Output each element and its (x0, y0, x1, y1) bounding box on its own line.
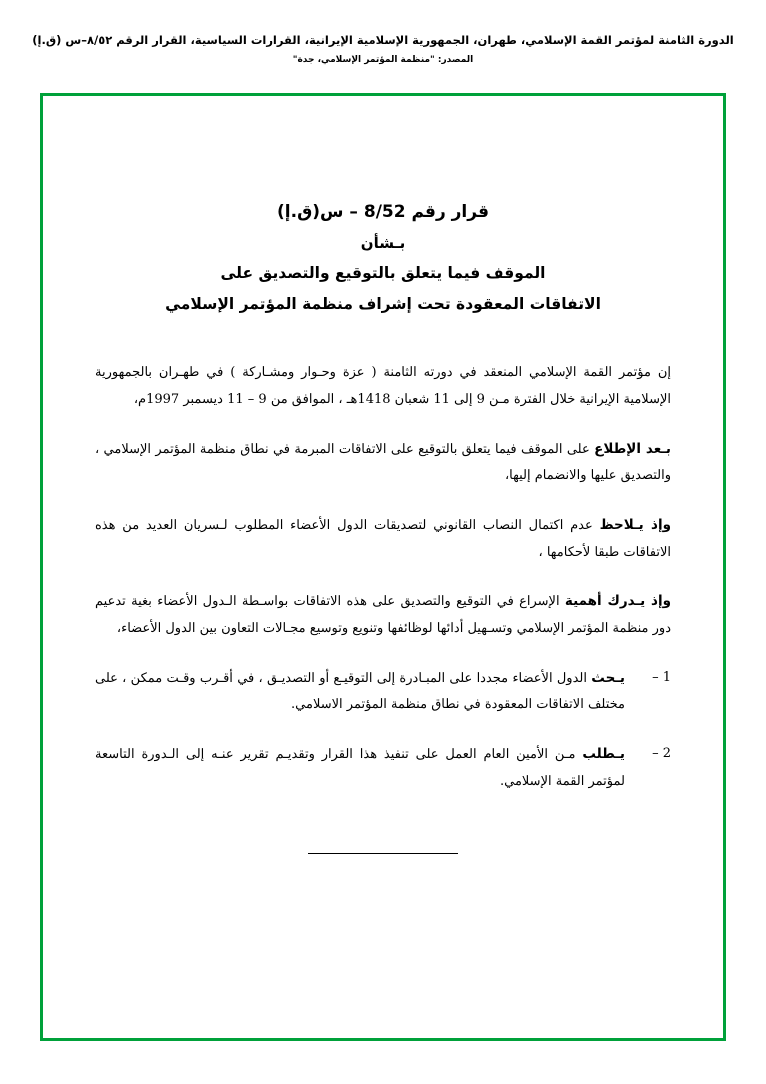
preamble-paragraph-2-text: على الموقف فيما يتعلق بالتوقيع على الاتفاقات المبرمة في نطاق منظمة المؤتمر الإسلامي ، والتصديق عليها والانضمام إليها، (95, 441, 671, 484)
list-item-number-1 (625, 665, 671, 719)
list-item-number-value: 2 (662, 745, 671, 761)
list-item (95, 741, 671, 795)
horizontal-rule (308, 853, 458, 854)
list-item (95, 665, 671, 719)
resolution-preposition: بـشأن (360, 234, 406, 253)
resolution-body (95, 360, 671, 858)
resolution-subject-line-2: الاتفاقات المعقودة تحت إشراف منظمة المؤتمر الإسلامي (165, 295, 601, 314)
document-frame-border (40, 93, 726, 1041)
list-item-body-1 (95, 665, 625, 719)
document-content (43, 96, 723, 878)
resolution-number: قرار رقم 8/52 – س(ق.إ) (277, 202, 489, 222)
preamble-paragraph-4-lead: وإذ يـدرك أهمية (564, 593, 671, 610)
preamble-paragraph-2-lead: بـعد الإطلاع (594, 440, 671, 457)
preamble-paragraph-3-lead: وإذ يـلاحظ (599, 516, 671, 533)
document-header (0, 0, 766, 65)
list-item-dash: – (652, 745, 659, 761)
list-item-number-2 (625, 741, 671, 795)
preamble-paragraph-3-text: عدم اكتمال النصاب القانوني لتصديقات الدول الأعضاء المطلوب لـسريان العديد من هذه الاتفاقات طبقا لأحكامها ، (95, 517, 671, 560)
list-item-text-1: الدول الأعضاء مجددا على المبـادرة إلى التوقيـع أو التصديـق ، في أقـرب وقـت ممكن ، على مختلف الاتفاقات المعقودة في نطاق منظمة المؤتمر الاسلامي. (95, 670, 625, 713)
preamble-paragraph-2 (95, 436, 671, 490)
list-item-lead-1: يـحث (591, 669, 625, 686)
list-item-number-value: 1 (662, 669, 671, 685)
list-item-body-2 (95, 741, 625, 795)
preamble-paragraph-4 (95, 588, 671, 642)
preamble-paragraph-4-text: الإسراع في التوقيع والتصديق على هذه الاتفاقات بواسـطة الـدول الأعضاء بغية تدعيم دور منظمة المؤتمر الإسلامي وتسـهيل أدائها لوظائفها وتنويع وتوسيع مجـالات التعاون بين الدول الأعضاء، (95, 594, 671, 636)
list-item-text-2: مـن الأمين العام العمل على تنفيذ هذا القرار وتقديـم تقرير عنـه إلى الـدورة التاسعة لمؤتمر القمة الإسلامي. (95, 746, 625, 789)
preamble-paragraph-1: إن مؤتمر القمة الإسلامي المنعقد في دورته الثامنة ( عزة وحـوار ومشـاركة ) في طهـران بالجمهورية الإسلامية الإيرانية خلال الفترة مـن 9 إلى 11 شعبان 1418هـ ، الموافق من 9 – 11 ديسمبر 1997م، (95, 365, 671, 407)
header-source-line: المصدر: "منظمة المؤتمر الإسلامي، جدة" (292, 55, 474, 66)
preamble-paragraph-3 (95, 512, 671, 566)
resolution-title-group (95, 196, 671, 320)
end-rule-container (95, 839, 671, 858)
header-title-line: الدورة الثامنة لمؤتمر القمة الإسلامي، طهران، الجمهورية الإسلامية الإيرانية، القرارات السياسية، القرار الرقم ٨/٥٢–س (ق.إ) (32, 33, 734, 47)
list-item-lead-2: يـطلب (582, 745, 625, 762)
resolution-subject-line-1: الموقف فيما يتعلق بالتوقيع والتصديق على (220, 264, 546, 283)
list-item-dash: – (652, 669, 659, 685)
